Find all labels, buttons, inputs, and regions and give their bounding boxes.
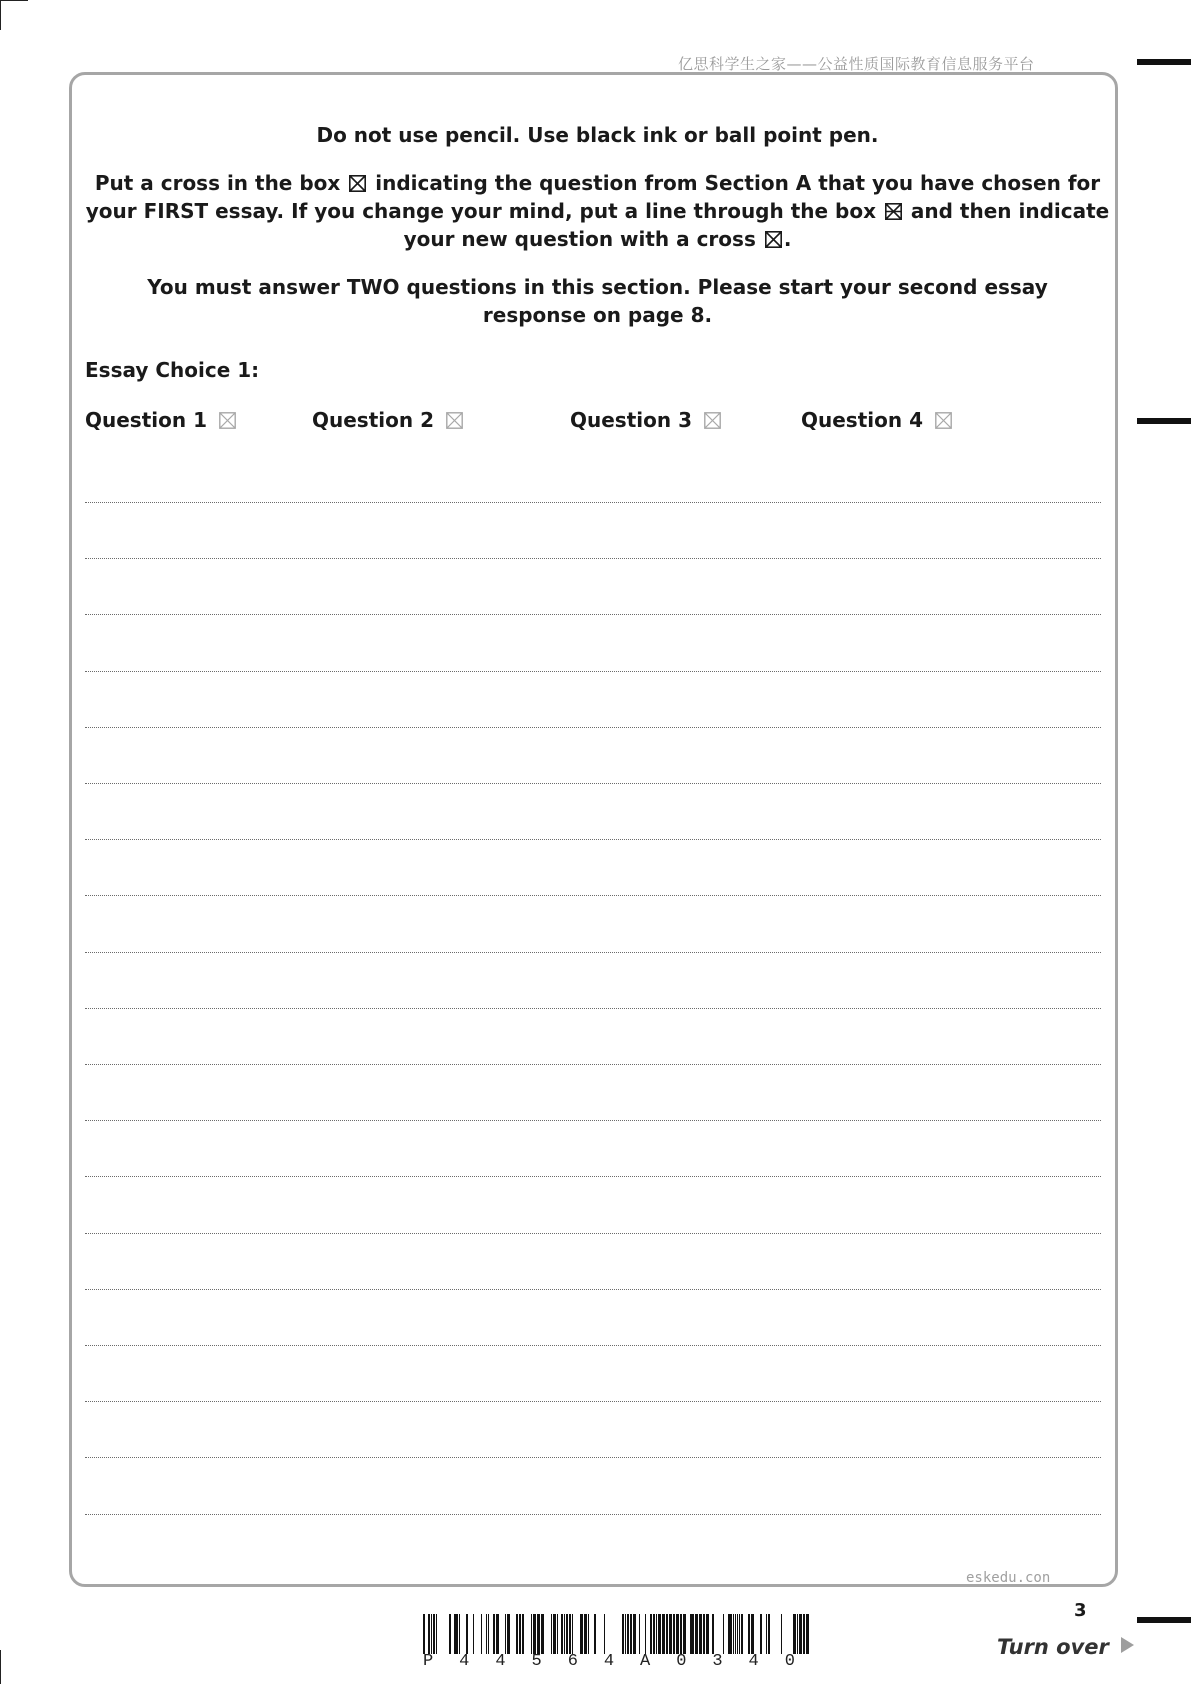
barcode-bar xyxy=(645,1614,646,1654)
answer-line[interactable] xyxy=(85,1176,1101,1177)
barcode-bar xyxy=(739,1614,740,1654)
pen-instruction: Do not use pencil. Use black ink or ball point pen. xyxy=(316,123,879,147)
barcode-bar xyxy=(751,1614,754,1654)
barcode-bar xyxy=(723,1614,724,1654)
barcode-bar xyxy=(572,1614,573,1654)
barcode-bar xyxy=(633,1614,636,1654)
barcode-bar xyxy=(639,1614,640,1654)
barcode-bar xyxy=(431,1614,432,1654)
question-2-option[interactable] xyxy=(312,406,463,434)
question-4-label: Question 4 xyxy=(801,408,923,432)
barcode-digits xyxy=(423,1652,795,1671)
barcode-bar xyxy=(588,1614,589,1654)
turn-over-label xyxy=(997,1635,1134,1659)
barcode-bar xyxy=(519,1614,521,1654)
barcode-bar xyxy=(580,1614,583,1654)
barcode-bar xyxy=(650,1614,652,1654)
barcode-bar xyxy=(733,1614,734,1654)
barcode-bar xyxy=(766,1614,767,1654)
cross-instruction xyxy=(80,169,1115,253)
barcode-digit: 6 xyxy=(567,1652,578,1671)
answer-line[interactable] xyxy=(85,502,1101,503)
barcode-bar xyxy=(488,1614,489,1654)
question-3-option[interactable] xyxy=(570,406,721,434)
barcode-bar xyxy=(436,1614,437,1654)
barcode-bar xyxy=(703,1614,705,1654)
barcode-bar xyxy=(706,1614,709,1654)
barcode-bar xyxy=(625,1614,626,1654)
answer-line[interactable] xyxy=(85,1401,1101,1402)
barcode-bar xyxy=(594,1614,596,1654)
question-4-option[interactable] xyxy=(801,406,952,434)
barcode-bar xyxy=(537,1614,540,1654)
answer-line[interactable] xyxy=(85,1233,1101,1234)
turn-over-text: Turn over xyxy=(997,1635,1109,1659)
barcode-bar xyxy=(531,1614,532,1654)
barcode-bar xyxy=(433,1614,435,1654)
question-4-checkbox[interactable] xyxy=(935,412,952,429)
question-1-option[interactable] xyxy=(85,406,236,434)
question-3-checkbox[interactable] xyxy=(704,412,721,429)
answer-line[interactable] xyxy=(85,1457,1101,1458)
crop-mark-bottom-left xyxy=(0,1650,1,1684)
question-3-label: Question 3 xyxy=(570,408,692,432)
cross-text-4: . xyxy=(783,227,792,251)
answer-line[interactable] xyxy=(85,783,1101,784)
essay-choice-label: Essay Choice 1: xyxy=(85,358,260,382)
cross-text-1: Put a cross in the box xyxy=(94,171,341,195)
barcode-bar xyxy=(516,1614,518,1654)
barcode-digit: 3 xyxy=(712,1652,723,1671)
answer-line[interactable] xyxy=(85,1514,1101,1515)
barcode-bar xyxy=(551,1614,552,1654)
barcode-bar xyxy=(522,1614,524,1654)
barcode-bar xyxy=(481,1614,482,1654)
barcode-bar xyxy=(569,1614,571,1654)
answer-line[interactable] xyxy=(85,952,1101,953)
barcode-bar xyxy=(496,1614,499,1654)
crop-mark-top-left-horizontal xyxy=(0,0,28,1)
barcode-bar xyxy=(627,1614,629,1654)
barcode-bar xyxy=(533,1614,536,1654)
barcode-bar xyxy=(454,1614,458,1654)
answer-instruction: You must answer TWO questions in this section. Please start your second essay response on page 8. xyxy=(147,275,1048,327)
footer-watermark: eskedu.con xyxy=(966,1570,1051,1586)
header-watermark: 亿思科学生之家——公益性质国际教育信息服务平台 xyxy=(678,55,1035,73)
barcode-digit: 4 xyxy=(748,1652,759,1671)
barcode-digit: 4 xyxy=(495,1652,506,1671)
barcode xyxy=(423,1614,811,1654)
barcode-bar xyxy=(466,1614,468,1654)
answer-line[interactable] xyxy=(85,558,1101,559)
crossed-box-icon-new xyxy=(765,231,782,248)
answer-line[interactable] xyxy=(85,1008,1101,1009)
barcode-bar xyxy=(768,1614,770,1654)
question-1-label: Question 1 xyxy=(85,408,207,432)
question-2-label: Question 2 xyxy=(312,408,434,432)
barcode-bar xyxy=(799,1614,802,1654)
answer-line[interactable] xyxy=(85,839,1101,840)
barcode-bar xyxy=(449,1614,451,1654)
barcode-bar xyxy=(428,1614,430,1654)
barcode-digit: 0 xyxy=(784,1652,795,1671)
barcode-digit: 5 xyxy=(531,1652,542,1671)
barcode-bar xyxy=(584,1614,587,1654)
answer-line[interactable] xyxy=(85,1064,1101,1065)
answer-line[interactable] xyxy=(85,1345,1101,1346)
barcode-digit: 0 xyxy=(676,1652,687,1671)
turn-over-arrow-icon xyxy=(1121,1637,1134,1653)
barcode-bar xyxy=(561,1614,563,1654)
struck-crossed-box-icon xyxy=(885,203,902,220)
barcode-bar xyxy=(735,1614,736,1654)
barcode-bar xyxy=(806,1614,809,1654)
barcode-bar xyxy=(564,1614,565,1654)
barcode-bar xyxy=(473,1614,474,1654)
barcode-bar xyxy=(630,1614,632,1654)
crossed-box-icon xyxy=(349,175,366,192)
crop-mark-top-left xyxy=(0,0,1,30)
cross-text-3: and then indicate your new question with a cross xyxy=(403,199,1110,251)
page-number: 3 xyxy=(1074,1600,1087,1621)
edge-mark-middle xyxy=(1137,418,1191,424)
question-2-checkbox[interactable] xyxy=(446,412,463,429)
barcode-bar xyxy=(486,1614,487,1654)
barcode-bar xyxy=(459,1614,460,1654)
barcode-bar xyxy=(695,1614,698,1654)
barcode-bar xyxy=(604,1614,605,1654)
barcode-bar xyxy=(666,1614,668,1654)
barcode-bar xyxy=(728,1614,732,1654)
question-1-checkbox[interactable] xyxy=(219,412,236,429)
barcode-bar xyxy=(737,1614,738,1654)
answer-line[interactable] xyxy=(85,727,1101,728)
barcode-bar xyxy=(423,1614,425,1654)
answer-line[interactable] xyxy=(85,1289,1101,1290)
answer-line[interactable] xyxy=(85,614,1101,615)
barcode-bar xyxy=(656,1614,657,1654)
barcode-bar xyxy=(566,1614,568,1654)
barcode-bar xyxy=(797,1614,798,1654)
barcode-bar xyxy=(741,1614,743,1654)
barcode-bar xyxy=(662,1614,665,1654)
barcode-bar xyxy=(673,1614,675,1654)
barcode-bar xyxy=(553,1614,556,1654)
barcode-bar xyxy=(505,1614,506,1654)
answer-line[interactable] xyxy=(85,671,1101,672)
answer-line[interactable] xyxy=(85,1120,1101,1121)
barcode-digit: 4 xyxy=(459,1652,470,1671)
barcode-bar xyxy=(690,1614,694,1654)
barcode-bar xyxy=(748,1614,750,1654)
answer-line[interactable] xyxy=(85,895,1101,896)
cross-text-2: indicating the question from Section A that you have chosen for your FIRST essay. If you change your mind, put a line through the box xyxy=(85,171,1101,223)
barcode-digit: P xyxy=(423,1652,434,1671)
barcode-bar xyxy=(781,1614,782,1654)
barcode-bar xyxy=(680,1614,682,1654)
barcode-bar xyxy=(557,1614,558,1654)
barcode-bar xyxy=(699,1614,702,1654)
barcode-bar xyxy=(493,1614,495,1654)
barcode-bar xyxy=(683,1614,686,1654)
barcode-bar xyxy=(507,1614,510,1654)
barcode-bar xyxy=(622,1614,624,1654)
barcode-digit: A xyxy=(640,1652,651,1671)
barcode-bar xyxy=(760,1614,762,1654)
barcode-bar xyxy=(793,1614,796,1654)
barcode-digit: 4 xyxy=(603,1652,615,1671)
edge-mark-bottom xyxy=(1137,1617,1191,1623)
barcode-bar xyxy=(676,1614,679,1654)
barcode-bar xyxy=(803,1614,805,1654)
barcode-bar xyxy=(669,1614,672,1654)
barcode-bar xyxy=(653,1614,655,1654)
edge-mark-top xyxy=(1137,59,1191,65)
barcode-bar xyxy=(712,1614,714,1654)
barcode-bar xyxy=(541,1614,544,1654)
barcode-bar xyxy=(658,1614,661,1654)
